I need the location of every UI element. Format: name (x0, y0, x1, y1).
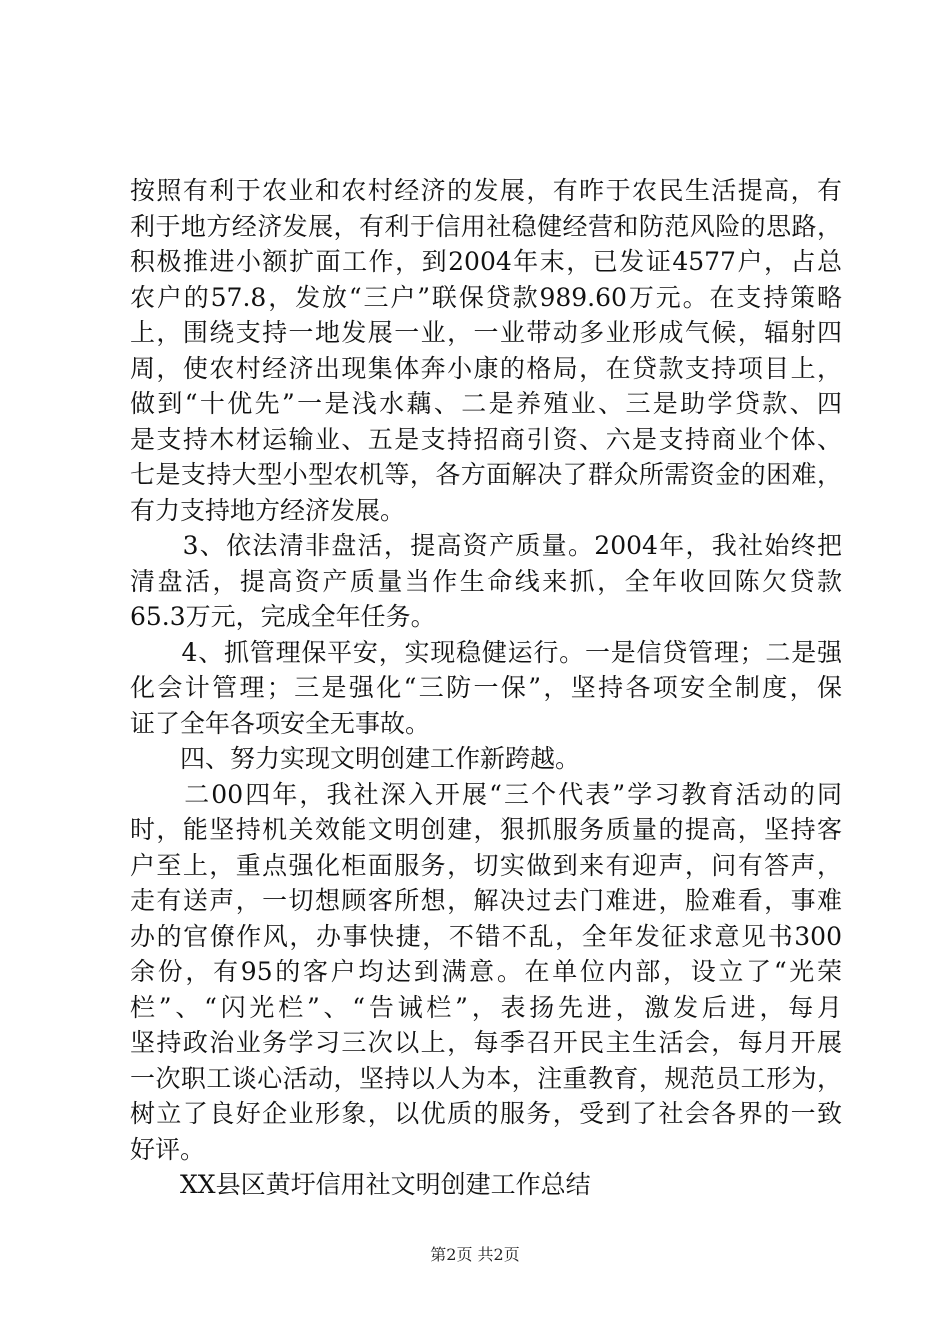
text-line: 户至上，重点强化柜面服务，切实做到来有迎声，问有答声， (130, 850, 842, 880)
section-heading: 四、努力实现文明创建工作新跨越。 (130, 744, 581, 773)
text-line: 办的官僚作风，办事快捷，不错不乱，全年发征求意见书300 (130, 921, 842, 951)
text-line: 65.3万元，完成全年任务。 (130, 602, 436, 631)
text-line: 时，能坚持机关效能文明创建，狠抓服务质量的提高，坚持客 (130, 815, 842, 844)
text-line: 走有送声，一切想顾客所想，解决过去门难进，脸难看，事难 (130, 886, 842, 915)
document-title-line: XX县区黄圩信用社文明创建工作总结 (130, 1170, 591, 1199)
text-line: 上，围绕支持一地发展一业，一业带动多业形成气候，辐射四 (130, 318, 842, 347)
text-line: 栏”、“闪光栏”、“告诫栏”，表扬先进，激发后进，每月 (130, 992, 842, 1022)
text-line: 树立了良好企业形象，以优质的服务，受到了社会各界的一致 (130, 1099, 842, 1128)
text-line: 周，使农村经济出现集体奔小康的格局，在贷款支持项目上， (130, 353, 842, 383)
text-line: 利于地方经济发展，有利于信用社稳健经营和防范风险的思路， (130, 211, 842, 241)
text-line: 农户的57.8，发放“三户”联保贷款989.60万元。在支持策略 (130, 282, 842, 312)
text-line: 4、抓管理保平安，实现稳健运行。一是信贷管理；二是强 (130, 637, 842, 667)
page-number-footer: 第2页 共2页 (430, 1245, 520, 1264)
text-line: 好评。 (130, 1134, 206, 1164)
text-line: 按照有利于农业和农村经济的发展，有昨于农民生活提高，有 (130, 176, 842, 205)
text-line: 一次职工谈心活动，坚持以人为本，注重教育，规范员工形为， (130, 1063, 842, 1093)
text-line: 清盘活，提高资产质量当作生命线来抓，全年收回陈欠贷款 (130, 566, 842, 596)
text-line: 余份，有95的客户均达到满意。在单位内部，设立了“光荣 (130, 957, 842, 986)
document-body (130, 173, 842, 1203)
text-line: 做到“十优先”一是浅水藕、二是养殖业、三是助学贷款、四 (130, 389, 842, 418)
text-line: 化会计管理；三是强化“三防一保”，坚持各项安全制度，保 (130, 673, 842, 702)
text-line: 3、依法清非盘活，提高资产质量。2004年，我社始终把 (130, 531, 842, 560)
text-line: 二00四年，我社深入开展“三个代表”学习教育活动的同 (130, 779, 842, 809)
text-line: 是支持木材运输业、五是支持招商引资、六是支持商业个体、 (130, 424, 842, 454)
text-line: 证了全年各项安全无事故。 (130, 708, 431, 738)
text-line: 积极推进小额扩面工作，到2004年末，已发证4577户，占总 (130, 247, 842, 276)
text-line: 有力支持地方经济发展。 (130, 495, 406, 525)
text-line: 坚持政治业务学习三次以上，每季召开民主生活会，每月开展 (130, 1028, 842, 1057)
text-line: 七是支持大型小型农机等，各方面解决了群众所需资金的困难， (130, 460, 842, 489)
